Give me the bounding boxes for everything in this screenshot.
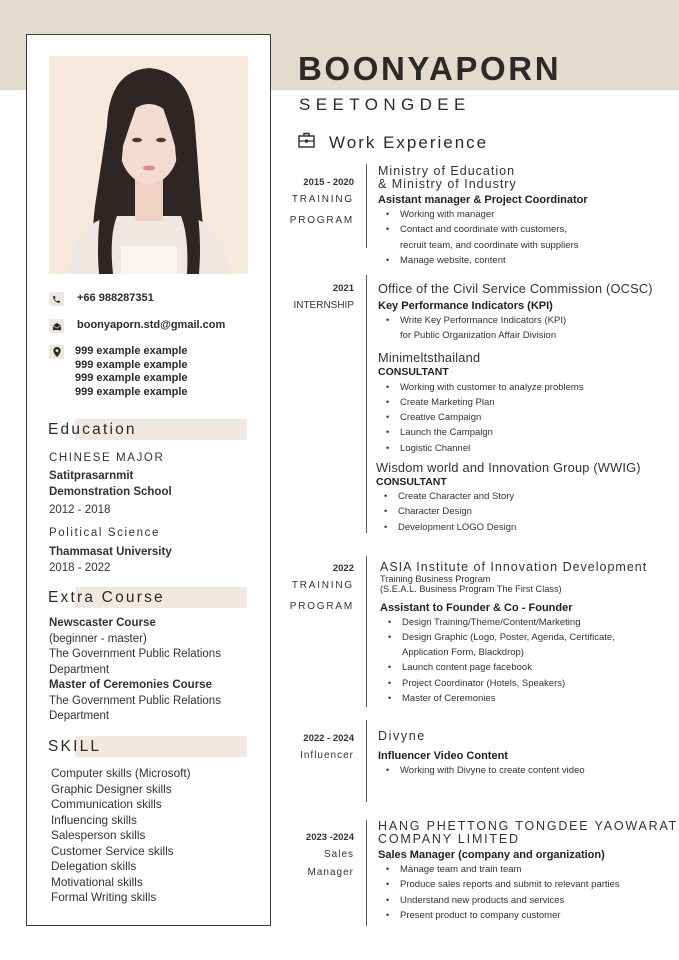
- work-entry: [378, 730, 585, 778]
- course-line: (beginner - master): [49, 633, 147, 645]
- bullet-item: • Launch the Campaign: [386, 425, 653, 440]
- education-school: Thammasat University: [49, 546, 172, 558]
- entry-type: Sales: [323, 849, 354, 860]
- bullet-item: • Manage team and train team: [386, 862, 678, 877]
- bullet-item: • Contact and coordinate with customers,: [386, 222, 588, 237]
- timeline-divider: [366, 720, 367, 802]
- skill-item: Delegation skills: [51, 859, 137, 873]
- education-years: 2018 - 2022: [49, 562, 111, 574]
- skill-item: Salesperson skills: [51, 828, 146, 842]
- contact-email: [49, 319, 225, 333]
- entry-bullets: [388, 615, 647, 707]
- entry-meta: [293, 283, 354, 311]
- entry-type: Manager: [307, 867, 354, 878]
- skill-item: Formal Writing skills: [51, 890, 157, 904]
- portrait-illustration: [49, 56, 248, 274]
- contact-address: [49, 345, 188, 399]
- sub-role: CONSULTANT: [376, 476, 447, 489]
- bullet-continuation: [388, 645, 647, 660]
- bullet-item: • Project Coordinator (Hotels, Speakers): [388, 676, 647, 691]
- entry-meta: [290, 563, 354, 612]
- course-line: Master of Ceremonies Course: [49, 679, 212, 691]
- skill-item: Influencing skills: [51, 812, 137, 827]
- phone-number: +66 988287351: [77, 292, 154, 304]
- education-major: CHINESE MAJOR: [49, 452, 165, 464]
- entry-type: TRAINING: [291, 194, 354, 205]
- course-line: Newscaster Course: [49, 617, 156, 629]
- bullet-item: • Creative Campaign: [386, 410, 653, 425]
- entry-type: INTERNSHIP: [293, 300, 354, 311]
- entry-organization: HANG PHETTONG TONGDEE YAOWARAT: [378, 819, 679, 833]
- address-line: 999 example example: [75, 385, 188, 398]
- address-line: 999 example example: [75, 372, 188, 385]
- timeline-divider: [366, 275, 367, 533]
- education-school: Satitprasarnmit: [49, 470, 134, 482]
- sub-organization: Minimeltsthailand: [378, 349, 481, 365]
- timeline-divider: [366, 556, 367, 707]
- skill-list: [51, 766, 191, 906]
- work-entry: [380, 561, 647, 706]
- entry-type: TRAINING: [291, 580, 354, 591]
- bullet-item: • Master of Ceremonies: [388, 691, 647, 706]
- entry-role: Asistant manager & Project Coordinator: [378, 194, 588, 206]
- work-entry: [378, 282, 653, 535]
- bullet-item: • Character Design: [384, 504, 653, 519]
- timeline-divider: [366, 820, 367, 926]
- bullet-text: for Public Organization Affair Division: [400, 330, 557, 342]
- entry-years: 2022: [332, 563, 354, 574]
- address-line: 999 example example: [75, 345, 188, 357]
- entry-bullets: [386, 862, 678, 923]
- course-line: Department: [49, 710, 110, 722]
- course-line: Department: [49, 664, 110, 676]
- skill-item: Motivational skills: [51, 874, 143, 889]
- entry-bullets: [386, 763, 585, 778]
- address-line: 999 example example: [75, 358, 188, 371]
- entry-type: Influencer: [300, 750, 354, 761]
- entry-type: PROGRAM: [289, 215, 354, 226]
- bullet-item: • Write Key Performance Indicators (KPI): [386, 313, 653, 328]
- entry-role: Influencer Video Content: [378, 749, 508, 762]
- entry-years: 2023 -2024: [305, 832, 354, 843]
- extra-course-title: Extra Course: [48, 589, 165, 606]
- bullet-item: • Present product to company customer: [386, 908, 678, 923]
- skill-item: Customer Service skills: [51, 843, 174, 858]
- bullet-item: • Working with manager: [386, 207, 588, 222]
- entry-meta: [300, 733, 354, 761]
- briefcase-icon: [298, 132, 315, 153]
- entry-years: 2022 - 2024: [303, 733, 354, 744]
- extra-course-header: [48, 587, 247, 608]
- email-address: boonyaporn.std@gmail.com: [77, 319, 226, 331]
- bullet-item: • Development LOGO Design: [384, 520, 653, 535]
- bullet-item: • Understand new products and services: [386, 893, 678, 908]
- entry-years: 2015 - 2020: [303, 177, 354, 188]
- education-header: [48, 419, 247, 440]
- sub-organization: Wisdom world and Innovation Group (WWIG): [376, 460, 641, 476]
- skill-title: SKILL: [48, 738, 102, 755]
- entry-years: 2021: [332, 283, 354, 294]
- entry-subtitle: (S.E.A.L. Business Program The First Class): [380, 584, 562, 594]
- bullet-item: • Working with Divyne to create content video: [386, 763, 585, 778]
- entry-organization: Office of the Civil Service Commission (OCSC): [378, 281, 653, 296]
- bullet-text: recruit team, and coordinate with suppliers: [400, 239, 579, 251]
- sub-bullets: [386, 380, 653, 456]
- address-lines: [75, 345, 188, 399]
- education-major: Political Science: [49, 527, 160, 539]
- entry-role: Assistant to Founder & Co - Founder: [380, 601, 573, 614]
- skill-item: Computer skills (Microsoft): [51, 766, 191, 780]
- course-line: The Government Public Relations: [49, 648, 221, 660]
- bullet-item: • Launch content page facebook: [388, 660, 647, 675]
- bullet-item: • Design Training/Theme/Content/Marketing: [388, 615, 647, 630]
- contact-phone: [49, 292, 154, 306]
- sub-role: CONSULTANT: [378, 365, 449, 378]
- profile-card: [26, 34, 271, 926]
- skill-item: Graphic Designer skills: [51, 781, 172, 796]
- bullet-item: • Create Marketing Plan: [386, 395, 653, 410]
- bullet-item: • Create Character and Story: [384, 489, 653, 504]
- map-pin-icon: [49, 345, 64, 359]
- entry-role: Sales Manager (company and organization): [378, 849, 605, 861]
- entry-meta: [290, 177, 354, 226]
- skill-item: Communication skills: [51, 797, 162, 811]
- sub-bullets: [384, 489, 653, 535]
- bullet-item: • Produce sales reports and submit to relevant parties: [386, 877, 678, 892]
- entry-meta: [306, 832, 354, 878]
- bullet-item: • Design Graphic (Logo, Poster, Agenda, Certificate,: [388, 630, 647, 645]
- bullet-item: • Logistic Channel: [386, 441, 653, 456]
- phone-icon: [49, 292, 64, 306]
- entry-bullets: [386, 207, 588, 268]
- first-name: BOONYAPORN: [298, 50, 562, 87]
- education-school: Demonstration School: [49, 486, 172, 498]
- bullet-continuation: [386, 238, 588, 253]
- course-line: The Government Public Relations: [49, 695, 221, 707]
- entry-organization: Divyne: [378, 729, 426, 743]
- work-experience-title: Work Experience: [329, 132, 489, 152]
- work-experience-header: [298, 132, 488, 153]
- entry-organization: COMPANY LIMITED: [378, 831, 520, 846]
- work-entry: [378, 165, 588, 268]
- bullet-item: • Manage website, content: [386, 253, 588, 268]
- entry-organization: ASIA Institute of Innovation Development: [380, 560, 648, 574]
- entry-organization: & Ministry of Industry: [378, 176, 517, 191]
- entry-organization: Ministry of Education: [378, 164, 516, 178]
- profile-photo: [49, 56, 248, 274]
- work-entry: [378, 820, 678, 923]
- envelope-icon: [49, 319, 64, 333]
- entry-type: PROGRAM: [289, 601, 354, 612]
- entry-bullets: [386, 313, 653, 344]
- bullet-continuation: [386, 328, 653, 343]
- bullet-text: Application Form, Blackdrop): [402, 647, 524, 659]
- entry-subtitle: Training Business Program: [380, 573, 491, 584]
- bullet-item: • Working with customer to analyze problems: [386, 380, 653, 395]
- education-title: Education: [48, 421, 137, 438]
- education-years: 2012 - 2018: [49, 504, 111, 516]
- entry-role: Key Performance Indicators (KPI): [378, 300, 553, 312]
- timeline-divider: [366, 164, 367, 248]
- last-name: SEETONGDEE: [299, 95, 471, 114]
- skill-header: [48, 736, 247, 757]
